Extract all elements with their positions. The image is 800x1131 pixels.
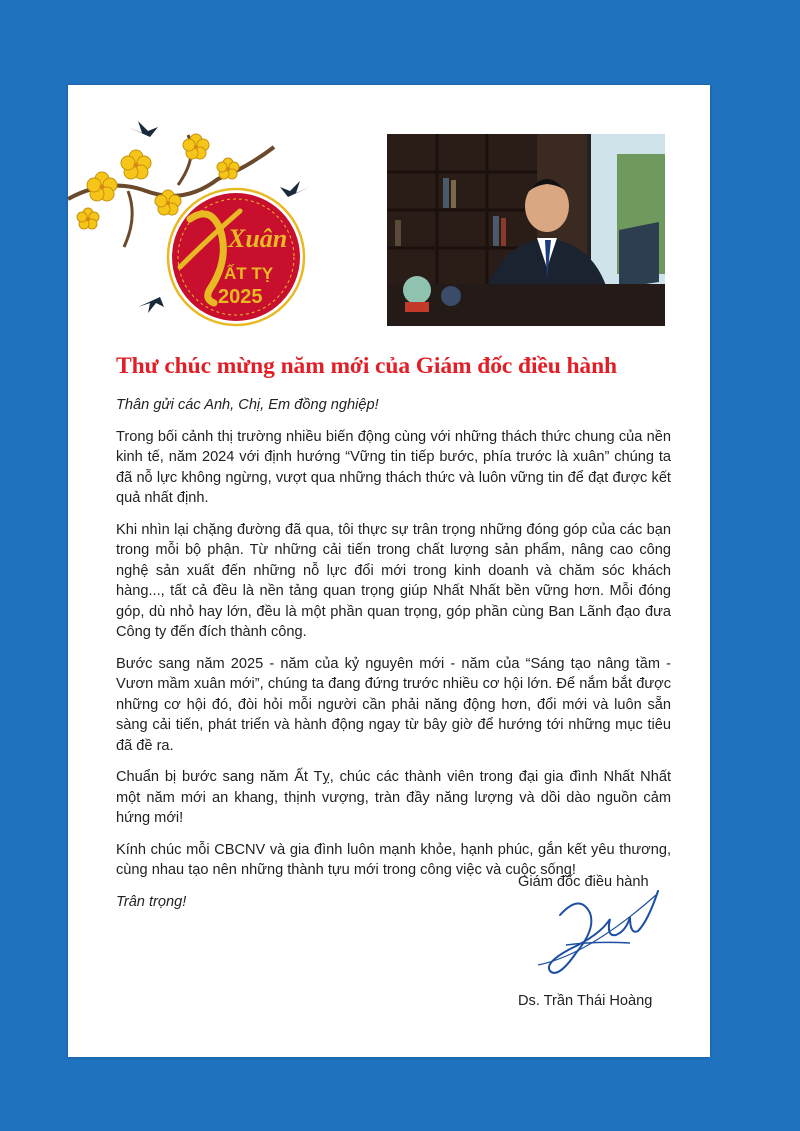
paragraph: Khi nhìn lại chặng đường đã qua, tôi thực sự trân trọng những đóng góp của các bạn trong mỗi bộ phận. Từ những cải tiến trong chất lượng sản phẩm, nâng cao công nghệ sản xuất đến những nỗ lực đổi mới trong kinh doanh và chăm sóc khách hàng..., tất cả đều là nền tảng quan trọng giúp Nhất Nhất bền vững hơn. Mỗi đóng góp, dù nhỏ hay lớn, đều là một phần quan trọng, góp phần cùng Ban Lãnh đạo đưa Công ty đến đích thành công. — [116, 521, 671, 640]
letter-body — [116, 395, 671, 923]
letter-page — [68, 85, 710, 1057]
paragraph: Kính chúc mỗi CBCNV và gia đình luôn mạnh khỏe, hạnh phúc, gắn kết yêu thương, cùng nhau tạo nên những thành tựu mới trong công việc và cuộc sống! — [116, 841, 671, 878]
paragraph: Chuẩn bị bước sang năm Ất Tỵ, chúc các thành viên trong đại gia đình Nhất Nhất một năm mới an khang, thịnh vượng, tràn đầy năng lượng và dồi dào nguồn cảm hứng mới! — [116, 769, 671, 826]
director-photo — [387, 134, 665, 326]
letter-title: Thư chúc mừng năm mới của Giám đốc điều hành — [116, 353, 618, 379]
emblem-year-name: ẤT TỴ — [224, 264, 274, 283]
tet-emblem-illustration — [68, 107, 338, 347]
handwritten-signature — [538, 885, 660, 985]
paragraph: Trong bối cảnh thị trường nhiều biến động cùng với những thách thức chung của nền kinh tế, năm 2024 với định hướng “Vững tin tiếp bước, phía trước là xuân” chúng ta đã nỗ lực không ngừng, vượt qua những thách thức và luôn vững tin để đạt được kết quả nhất định. — [116, 428, 671, 506]
letter-greeting: Thân gửi các Anh, Chị, Em đồng nghiệp! — [116, 397, 379, 413]
signer-title: Giám đốc điều hành — [518, 874, 649, 890]
paragraph: Bước sang năm 2025 - năm của kỷ nguyên mới - năm của “Sáng tạo nâng tầm - Vươn mầm xuân mới”, chúng ta đang đứng trước nhiều cơ hội lớn. Để nắm bắt được những cơ hội đó, đòi hỏi mỗi người cần phải năng động hơn, đổi mới và luôn sẵn sàng cải tiến, phát triển và hành động ngay từ bây giờ để hướng tới những mục tiêu đã đề ra. — [116, 655, 671, 754]
emblem-word: Xuân — [228, 224, 288, 253]
signer-name: Ds. Trần Thái Hoàng — [518, 993, 653, 1009]
letter-closing: Trân trọng! — [116, 893, 187, 910]
emblem-year: 2025 — [218, 286, 263, 308]
